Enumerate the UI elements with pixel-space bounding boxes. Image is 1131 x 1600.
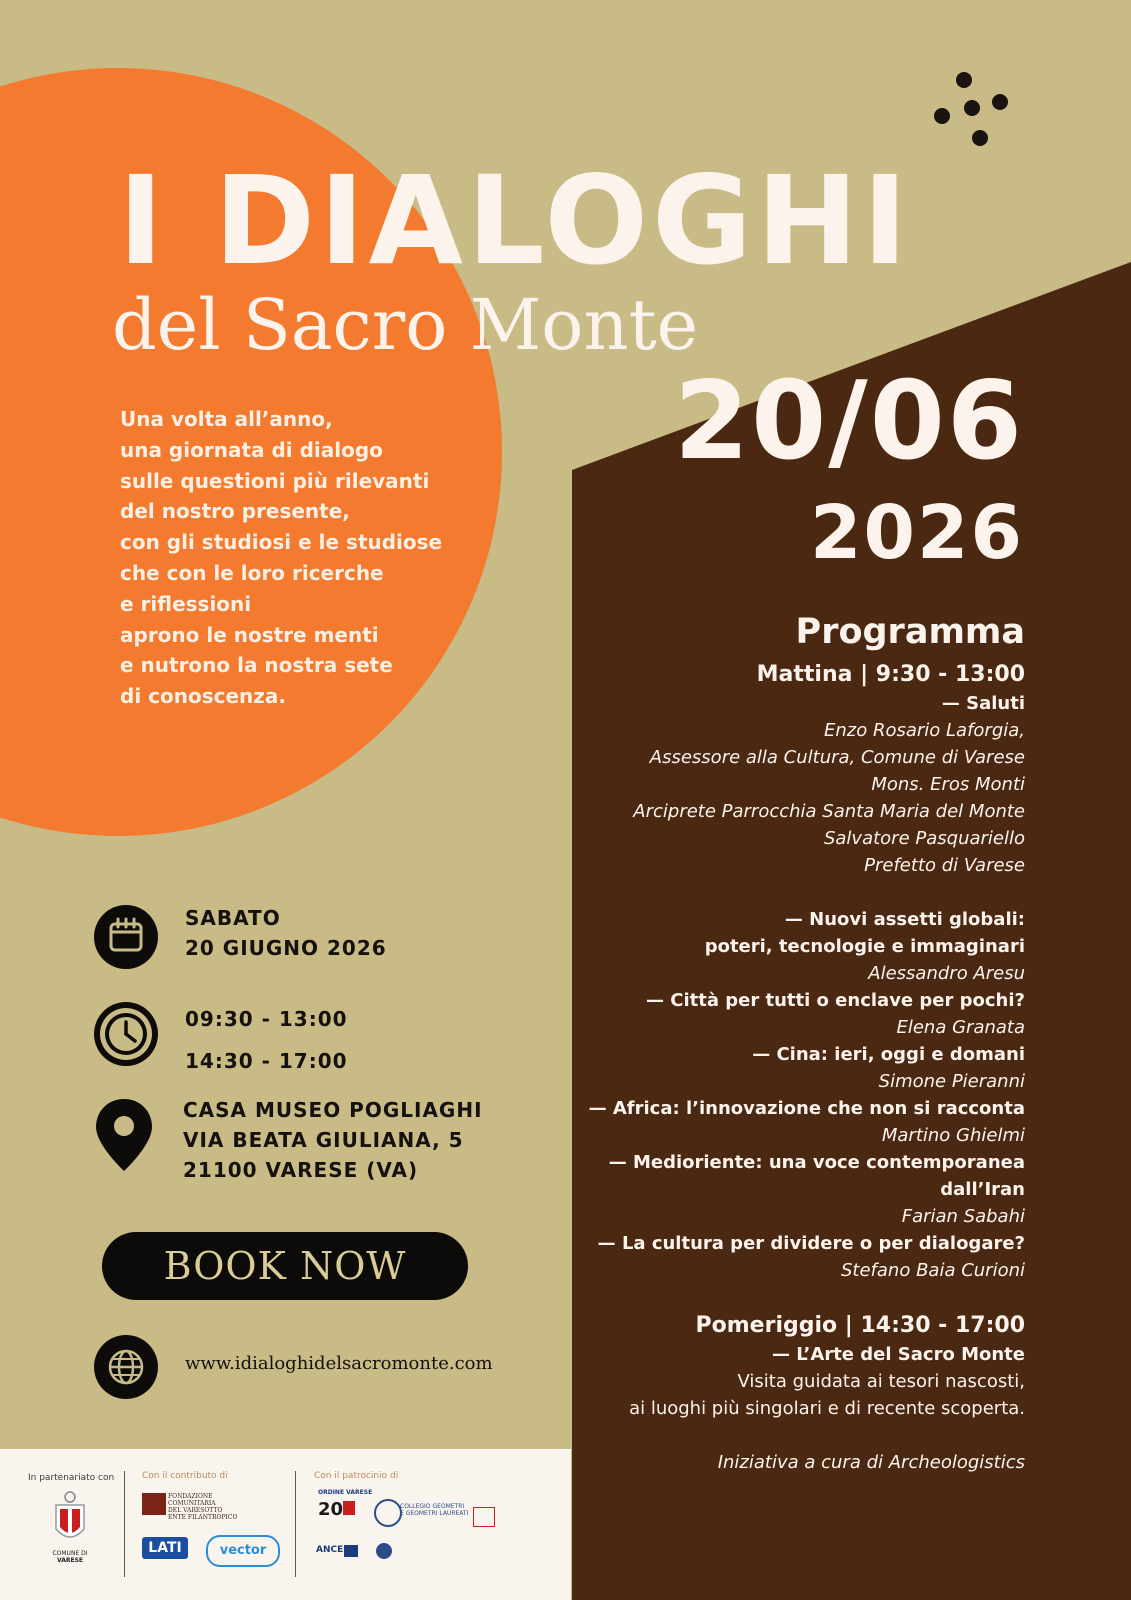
talk-title: — Cina: ieri, oggi e domani bbox=[752, 1044, 1025, 1065]
event-title: I DIALOGHI bbox=[118, 150, 912, 292]
program-title: Programma bbox=[795, 612, 1025, 652]
talk-title: — La cultura per dividere o per dialogare? bbox=[597, 1233, 1025, 1254]
intro-text bbox=[120, 404, 520, 712]
patronage-label: Con il patrocinio di bbox=[314, 1471, 399, 1481]
event-year: 2026 bbox=[810, 490, 1024, 576]
saluti-line: Arciprete Parrocchia Santa Maria del Monte bbox=[633, 801, 1025, 822]
saluti-line: Prefetto di Varese bbox=[864, 855, 1025, 876]
collegio-geometri-logo bbox=[374, 1499, 402, 1527]
collegio-geometri-text: COLLEGIO GEOMETRI E GEOMETRI LAUREATI bbox=[400, 1503, 469, 1517]
intro-line: di conoscenza. bbox=[120, 684, 287, 709]
day-label: SABATO bbox=[185, 906, 281, 930]
association-badge-logo bbox=[376, 1543, 392, 1559]
ordine-varese-label: ORDINE VARESE bbox=[318, 1489, 373, 1496]
program-section bbox=[505, 610, 1025, 1476]
afternoon-header: Pomeriggio | 14:30 - 17:00 bbox=[695, 1313, 1025, 1338]
clock-icon bbox=[94, 1002, 158, 1066]
organizer-credit: Iniziativa a cura di Archeologistics bbox=[717, 1452, 1025, 1473]
intro-line: una giornata di dialogo bbox=[120, 437, 383, 462]
divider bbox=[295, 1471, 296, 1577]
talk-title: — Medioriente: una voce contemporanea bbox=[608, 1152, 1025, 1173]
saluti-line: Salvatore Pasquariello bbox=[823, 828, 1025, 849]
ordine-varese-mark bbox=[343, 1501, 355, 1515]
comune-varese-logo bbox=[52, 1489, 88, 1549]
intro-line: del nostro presente, bbox=[120, 499, 350, 524]
map-pin-icon bbox=[94, 1097, 154, 1173]
event-day-info bbox=[185, 903, 387, 963]
intro-line: aprono le nostre menti bbox=[120, 622, 379, 647]
saluti-line: Mons. Eros Monti bbox=[871, 774, 1025, 795]
lati-logo: LATI bbox=[142, 1537, 188, 1559]
talk-speaker: Alessandro Aresu bbox=[868, 963, 1025, 984]
talk-title: — Nuovi assetti globali: bbox=[784, 909, 1025, 930]
dot bbox=[992, 94, 1008, 110]
venue-name: CASA MUSEO POGLIAGHI bbox=[183, 1098, 483, 1122]
time-afternoon: 14:30 - 17:00 bbox=[185, 1049, 348, 1073]
fondazione-logo-mark bbox=[142, 1493, 166, 1515]
intro-line: sulle questioni più rilevanti bbox=[120, 468, 430, 493]
intro-line: Una volta all’anno, bbox=[120, 407, 333, 431]
talk-speaker: Martino Ghielmi bbox=[881, 1125, 1025, 1146]
talk-speaker: Farian Sabahi bbox=[901, 1206, 1025, 1227]
saluti-title: — Saluti bbox=[941, 693, 1025, 714]
saluti-line: Assessore alla Cultura, Comune di Varese bbox=[649, 747, 1025, 768]
partnership-label: In partenariato con bbox=[28, 1473, 115, 1483]
ance-mark bbox=[344, 1545, 358, 1557]
intro-line: che con le loro ricerche bbox=[120, 560, 384, 585]
afternoon-title: — L’Arte del Sacro Monte bbox=[771, 1344, 1025, 1365]
contribution-label: Con il contributo di bbox=[142, 1471, 228, 1481]
vector-logo: vector bbox=[206, 1535, 280, 1567]
book-now-button[interactable]: BOOK NOW bbox=[102, 1232, 468, 1300]
spacer bbox=[505, 1422, 1025, 1449]
ordine-varese-number: 20 bbox=[318, 1499, 344, 1520]
saluti-line: Enzo Rosario Laforgia, bbox=[823, 720, 1025, 741]
divider bbox=[124, 1471, 125, 1577]
spacer bbox=[505, 879, 1025, 906]
sponsor-footer bbox=[0, 1449, 571, 1600]
talk-title: — Africa: l’innovazione che non si racconta bbox=[588, 1098, 1025, 1119]
talk-speaker: Stefano Baia Curioni bbox=[841, 1260, 1025, 1281]
comune-varese-text: COMUNE DI VARESE bbox=[52, 1550, 88, 1564]
calendar-icon bbox=[94, 905, 158, 969]
intro-line: e riflessioni bbox=[120, 591, 252, 616]
venue-city: 21100 VARESE (VA) bbox=[183, 1158, 419, 1182]
date-label: 20 GIUGNO 2026 bbox=[185, 936, 387, 960]
venue-address bbox=[183, 1095, 483, 1185]
talk-speaker: Simone Pieranni bbox=[878, 1071, 1025, 1092]
decorative-dots bbox=[930, 70, 1010, 150]
dot bbox=[972, 130, 988, 146]
talk-speaker: Elena Granata bbox=[896, 1017, 1025, 1038]
event-day-month: 20/06 bbox=[673, 359, 1024, 484]
event-times bbox=[185, 998, 348, 1082]
dot bbox=[934, 108, 950, 124]
event-subtitle: del Sacro Monte bbox=[112, 284, 699, 366]
intro-line: con gli studiosi e le studiose bbox=[120, 530, 443, 555]
venue-street: VIA BEATA GIULIANA, 5 bbox=[183, 1128, 464, 1152]
dot bbox=[964, 100, 980, 116]
talk-title: — Città per tutti o enclave per pochi? bbox=[645, 990, 1025, 1011]
afternoon-desc: ai luoghi più singolari e di recente scoperta. bbox=[629, 1398, 1025, 1419]
talk-title: poteri, tecnologie e immaginari bbox=[704, 936, 1025, 957]
ance-logo: ANCE bbox=[316, 1545, 344, 1555]
spacer bbox=[505, 1284, 1025, 1311]
globe-icon bbox=[94, 1335, 158, 1399]
afternoon-desc: Visita guidata ai tesori nascosti, bbox=[737, 1371, 1025, 1392]
periti-industriali-logo bbox=[473, 1507, 495, 1527]
morning-header: Mattina | 9:30 - 13:00 bbox=[756, 662, 1025, 687]
intro-line: e nutrono la nostra sete bbox=[120, 653, 393, 678]
dot bbox=[956, 72, 972, 88]
time-morning: 09:30 - 13:00 bbox=[185, 1007, 348, 1031]
fondazione-logo-text: FONDAZIONE COMUNITARIA DEL VARESOTTO ENTE FILANTROPICO bbox=[168, 1493, 238, 1521]
talk-title: dall’Iran bbox=[940, 1179, 1025, 1200]
website-link[interactable]: www.idialoghidelsacromonte.com bbox=[185, 1353, 493, 1374]
